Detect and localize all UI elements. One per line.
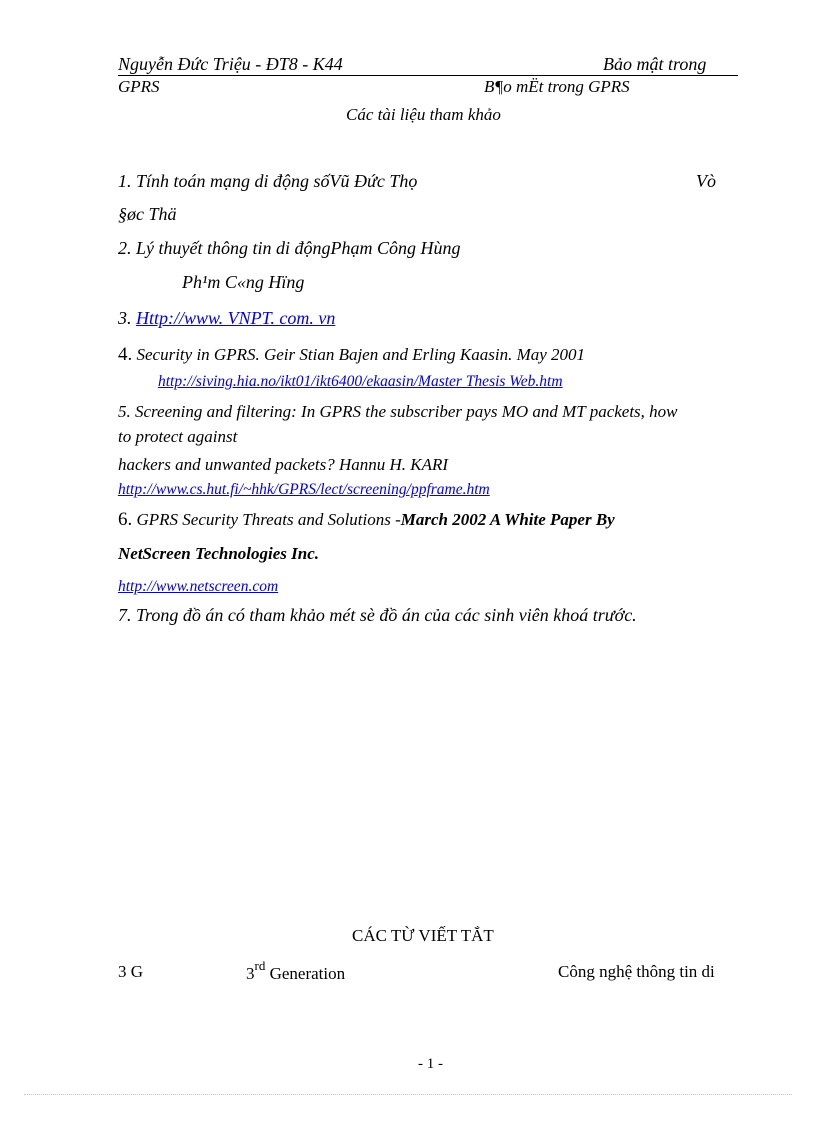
reference-3 [118, 308, 335, 329]
reference-6-bold-line-2: NetScreen Technologies Inc. [118, 544, 320, 563]
abbreviation-full-rest: Generation [265, 964, 346, 983]
reference-6-text: GPRS Security Threats and Solutions - [132, 510, 401, 529]
reference-6-number: 6. [118, 509, 133, 530]
reference-6 [118, 509, 615, 531]
abbreviations-title: CÁC TỪ VIẾT TẮT [352, 926, 494, 945]
page-boundary [24, 1094, 792, 1095]
abbreviation-term: 3 G [118, 962, 144, 981]
abbreviation-full-sup: rd [254, 958, 266, 974]
reference-2: 2. Lý thuyết thông tin di độngPhạm Công Hùng [118, 238, 461, 258]
reference-1-overflow: Vò [696, 171, 716, 191]
reference-5-line-1: 5. Screening and filtering: In GPRS the subscriber pays MO and MT packets, how [118, 402, 678, 421]
reference-1-garbled: §øc Thä [118, 204, 177, 224]
reference-5-link[interactable]: http://www.cs.hut.fi/~hhk/GPRS/lect/screening/ppframe.htm [118, 481, 490, 498]
header-title-continued: GPRS [118, 77, 160, 96]
header-author: Nguyễn Đức Triệu - ĐT8 - K44 [118, 54, 343, 74]
reference-5-line-3: hackers and unwanted packets? Hannu H. KARI [118, 455, 449, 474]
reference-6-bold-text: March 2002 A White Paper By [400, 510, 615, 529]
reference-3-prefix: 3. [118, 308, 136, 328]
abbreviation-full-form [246, 958, 346, 984]
header-garbled-title: B¶o mËt trong GPRS [484, 77, 630, 96]
header-title: Bảo mật trong [603, 54, 707, 74]
reference-7: 7. Trong đồ án có tham khảo mét sè đồ án của các sinh viên khoá trước. [118, 605, 637, 625]
header-rule [118, 75, 738, 76]
abbreviation-full-base: 3 [246, 964, 255, 983]
reference-4-number: 4. [118, 344, 133, 365]
abbreviation-meaning: Công nghệ thông tin di [558, 962, 715, 981]
reference-4 [118, 344, 585, 366]
section-title: Các tài liệu tham khảo [346, 105, 501, 124]
reference-5-line-2: to protect against [118, 427, 238, 446]
reference-3-link[interactable]: Http://www. VNPT. com. vn [136, 308, 336, 328]
reference-1: 1. Tính toán mạng di động sốVũ Đức Thọ [118, 171, 418, 191]
page-number: - 1 - [418, 1056, 443, 1072]
reference-4-link[interactable]: http://siving.hia.no/ikt01/ikt6400/ekaasin/Master Thesis Web.htm [158, 373, 563, 390]
reference-6-link[interactable]: http://www.netscreen.com [118, 578, 279, 595]
reference-4-text: Security in GPRS. Geir Stian Bajen and Erling Kaasin. May 2001 [136, 345, 586, 364]
reference-2-garbled: Ph¹m C«ng Hïng [182, 272, 305, 292]
